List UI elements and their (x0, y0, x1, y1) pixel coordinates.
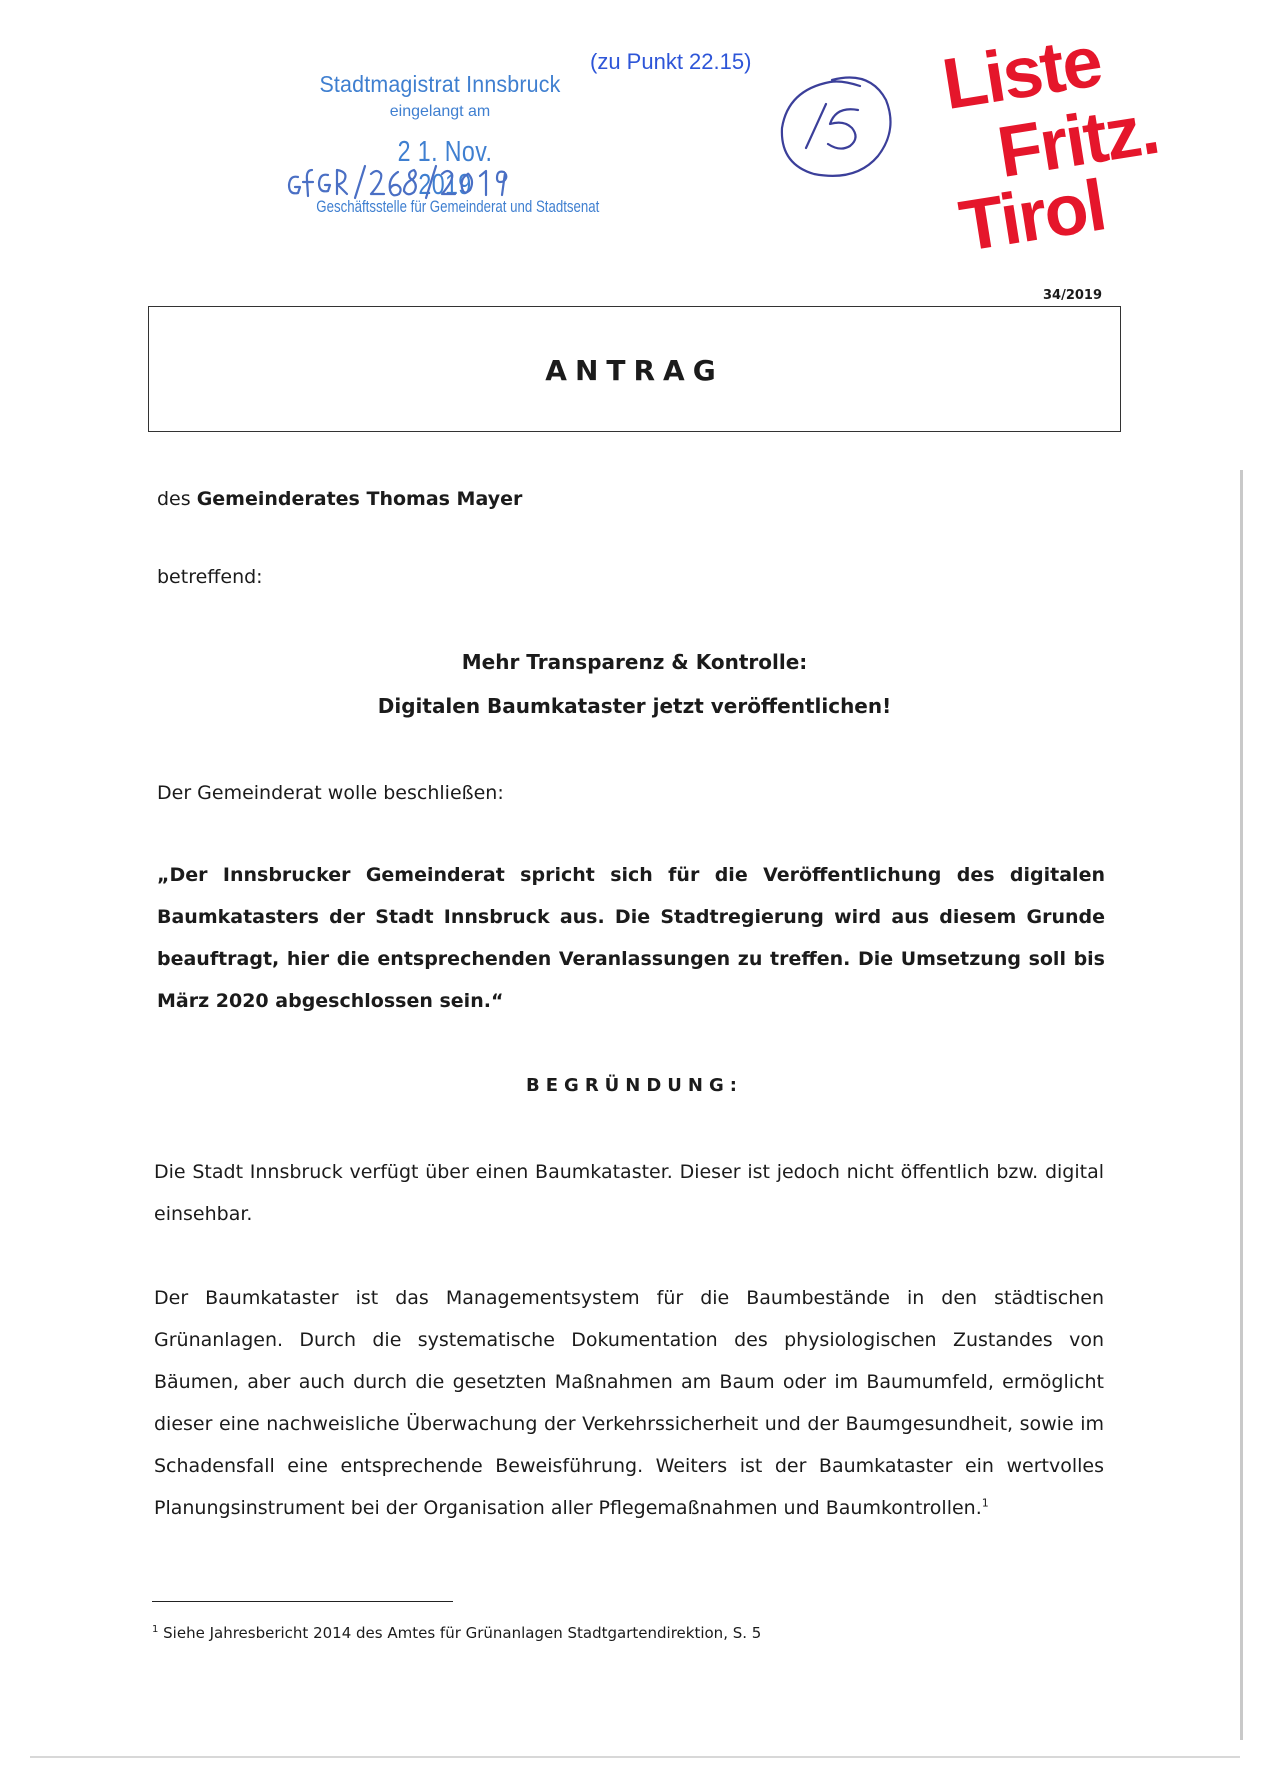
logo-line-liste: Liste (937, 21, 1106, 126)
document-title: ANTRAG (545, 354, 724, 387)
scan-edge (30, 1756, 1240, 1758)
agenda-reference-note: (zu Punkt 22.15) (590, 49, 752, 74)
handwritten-registration-number (289, 166, 506, 198)
stamp-received-label: eingelangt am (389, 103, 491, 120)
reasons-heading: BEGRÜNDUNG: (526, 1075, 743, 1096)
scan-edge (1240, 470, 1243, 1740)
footnote-text: Siehe Jahresbericht 2014 des Amtes für Grünanlagen Stadtgartendirektion, S. 5 (163, 1624, 762, 1642)
footnote (152, 1622, 761, 1644)
mover-name: Gemeinderates Thomas Mayer (196, 488, 523, 510)
mover-line (157, 478, 522, 520)
document-number: 34/2019 (1043, 288, 1103, 303)
stamp-office: Stadtmagistrat Innsbruck (319, 71, 561, 97)
party-logo (928, 21, 1178, 276)
topic-line-2: Digitalen Baumkataster jetzt veröffentlichen! (377, 694, 892, 718)
motion-text: „Der Innsbrucker Gemeinderat spricht sich für die Veröffentlichung des digitalen Baumkatasters der Stadt Innsbruck aus. Die Stadtregierung wird aus diesem Grunde beauftragt, hier die entsprechenden Veranlassungen zu treffen. Die Umsetzung soll bis März 2020 abgeschlossen sein.“ (157, 864, 1105, 1012)
footnote-marker: 1 (152, 1624, 159, 1635)
stamp-department: Geschäftsstelle für Gemeinderat und Stadtsenat (316, 197, 600, 216)
resolution-intro: Der Gemeinderat wolle beschließen: (157, 782, 504, 804)
footnote-reference: 1 (981, 1496, 989, 1510)
mover-prefix: des (157, 488, 197, 510)
reason-paragraph-1: Die Stadt Innsbruck verfügt über einen Baumkataster. Dieser ist jedoch nicht öffentlich bzw. digital einsehbar. (154, 1161, 1104, 1225)
reason-paragraph-2 (154, 1277, 1104, 1529)
reason-paragraph-2-text: Der Baumkataster ist das Managementsystem für die Baumbestände in den städtischen Grünanlagen. Durch die systematische Dokumentation des physiologischen Zustandes von Bäumen, aber auch durch die gesetzten Maßnahmen am Baum oder im Baumumfeld, ermöglicht dieser eine nachweisliche Überwachung der Verkehrssicherheit und der Baumgesundheit, sowie im Schadensfall eine entsprechende Beweisführung. Weiters ist der Baumkataster ein wertvolles Planungsinstrument bei der Organisation aller Pflegemaßnahmen und Baumkontrollen. (154, 1287, 1104, 1519)
stamp-date: 2 1. Nov. 2019 (397, 136, 493, 201)
logo-line-fritz: Fritz. (992, 89, 1163, 194)
circled-agenda-number (782, 78, 891, 176)
footnote-rule (152, 1601, 453, 1602)
subject-label: betreffend: (157, 566, 263, 588)
logo-line-tirol: Tirol (954, 165, 1110, 268)
topic-line-1: Mehr Transparenz & Kontrolle: (461, 650, 808, 674)
